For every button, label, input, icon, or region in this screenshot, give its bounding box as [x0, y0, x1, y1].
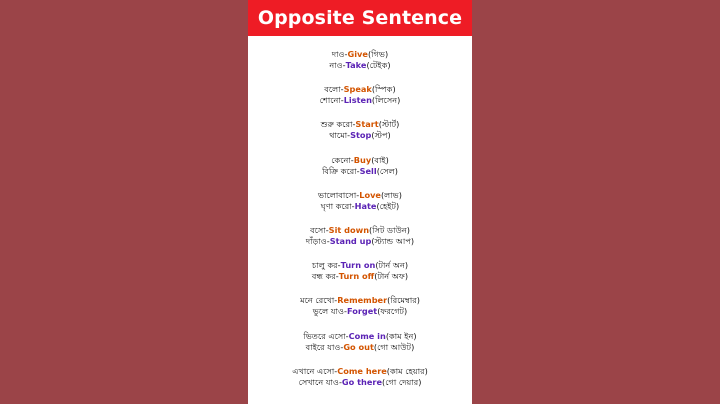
sentence-pair [248, 225, 472, 247]
sentence-line [248, 366, 472, 377]
sentence-pair [248, 190, 472, 212]
sentence-line [248, 84, 472, 95]
bengali-word: কেনো- [331, 154, 354, 165]
bengali-word: ভালোবাসো- [318, 189, 360, 200]
english-word: Listen [343, 95, 372, 106]
sentence-pair [248, 49, 472, 71]
english-word: Go out [343, 341, 374, 352]
english-word: Love [359, 189, 381, 200]
english-word: Turn on [340, 260, 376, 271]
english-word: Stand up [329, 235, 372, 246]
bengali-word: বসো- [310, 224, 329, 235]
bengali-word: ভুলে যাও- [312, 306, 347, 317]
bengali-word: শোনো- [319, 95, 344, 106]
sentence-line [248, 342, 472, 353]
bengali-word: নাও- [329, 60, 346, 70]
pronunciation: (কাম ইন) [385, 330, 417, 341]
pronunciation: (গো দেয়ার) [382, 376, 422, 387]
english-word: Hate [354, 200, 377, 211]
bengali-word: থামো- [329, 130, 351, 141]
pronunciation: (স্টার্ট) [378, 119, 400, 130]
pronunciation: (গিভ) [367, 49, 389, 59]
pronunciation: (লাভ) [380, 189, 402, 200]
sentence-line [248, 95, 472, 106]
sentence-line [248, 130, 472, 141]
sentence-line [248, 119, 472, 130]
pronunciation: (কাম হেয়ার) [386, 365, 428, 376]
english-word: Speak [343, 84, 372, 95]
sentence-line [248, 190, 472, 201]
english-word: Start [355, 119, 379, 130]
english-word: Forget [346, 306, 378, 317]
english-word: Come in [348, 330, 386, 341]
english-word: Take [345, 60, 367, 70]
bengali-word: চালু কর- [311, 260, 341, 271]
pronunciation: (টার্ন অন) [375, 260, 409, 271]
sentence-pair [248, 295, 472, 317]
pronunciation: (ফরগেট) [377, 306, 408, 317]
bengali-word: বন্ধ কর- [311, 271, 339, 282]
bengali-word: মনে রেখো- [300, 295, 338, 306]
sentence-line [248, 201, 472, 212]
sentence-line [248, 225, 472, 236]
sentence-line [248, 377, 472, 388]
sentence-line [248, 166, 472, 177]
english-word: Come here [337, 365, 387, 376]
bengali-word: বিক্রি করো- [322, 165, 360, 176]
english-word: Buy [353, 154, 372, 165]
english-word: Stop [350, 130, 372, 141]
bengali-word: এখানে এসো- [292, 365, 338, 376]
bengali-word: বলো- [324, 84, 344, 95]
sentence-pair [248, 84, 472, 106]
pronunciation: (বাই) [371, 154, 389, 165]
pronunciation: (গো আউট) [373, 341, 415, 352]
sentence-line [248, 236, 472, 247]
sentence-line [248, 295, 472, 306]
pronunciation: (রিমেম্বার) [387, 295, 420, 306]
english-word: Go there [341, 376, 383, 387]
pronunciation: (স্টপ) [371, 130, 391, 141]
bengali-word: সেখানে যাও- [298, 376, 342, 387]
sentence-pair [248, 260, 472, 282]
pronunciation: (হেইট) [376, 200, 400, 211]
bengali-word: দাও- [331, 49, 348, 59]
bengali-word: ঘৃণা করো- [320, 200, 355, 211]
english-word: Give [347, 49, 368, 59]
sentence-line [248, 155, 472, 166]
bengali-word: দাঁড়াও- [305, 235, 330, 246]
sentence-line [248, 49, 472, 60]
english-word: Remember [337, 295, 388, 306]
pronunciation: (লিসেন) [371, 95, 401, 106]
opposite-pairs-list [248, 36, 472, 388]
sentence-line [248, 271, 472, 282]
pronunciation: (সেল) [376, 165, 398, 176]
sentence-pair [248, 331, 472, 353]
bengali-word: বাইরে যাও- [305, 341, 344, 352]
sentence-line [248, 60, 472, 71]
sentence-pair [248, 366, 472, 388]
bengali-word: ভিতরে এসো- [303, 330, 349, 341]
pronunciation: (টার্ন অফ) [374, 271, 409, 282]
pronunciation: (স্পিক) [371, 84, 396, 95]
bengali-word: শুরু করো- [320, 119, 356, 130]
content-card [248, 0, 472, 404]
sentence-line [248, 260, 472, 271]
title-banner [248, 0, 472, 36]
pronunciation: (স্ট্যান্ড আপ) [371, 235, 415, 246]
sentence-line [248, 306, 472, 317]
english-word: Sit down [328, 224, 370, 235]
sentence-pair [248, 119, 472, 141]
sentence-pair [248, 155, 472, 177]
sentence-line [248, 331, 472, 342]
pronunciation: (টেইক) [366, 60, 391, 70]
english-word: Sell [359, 165, 377, 176]
page-title: Opposite Sentence [257, 7, 463, 29]
english-word: Turn off [338, 271, 375, 282]
pronunciation: (সিট ডাউন) [369, 224, 410, 235]
